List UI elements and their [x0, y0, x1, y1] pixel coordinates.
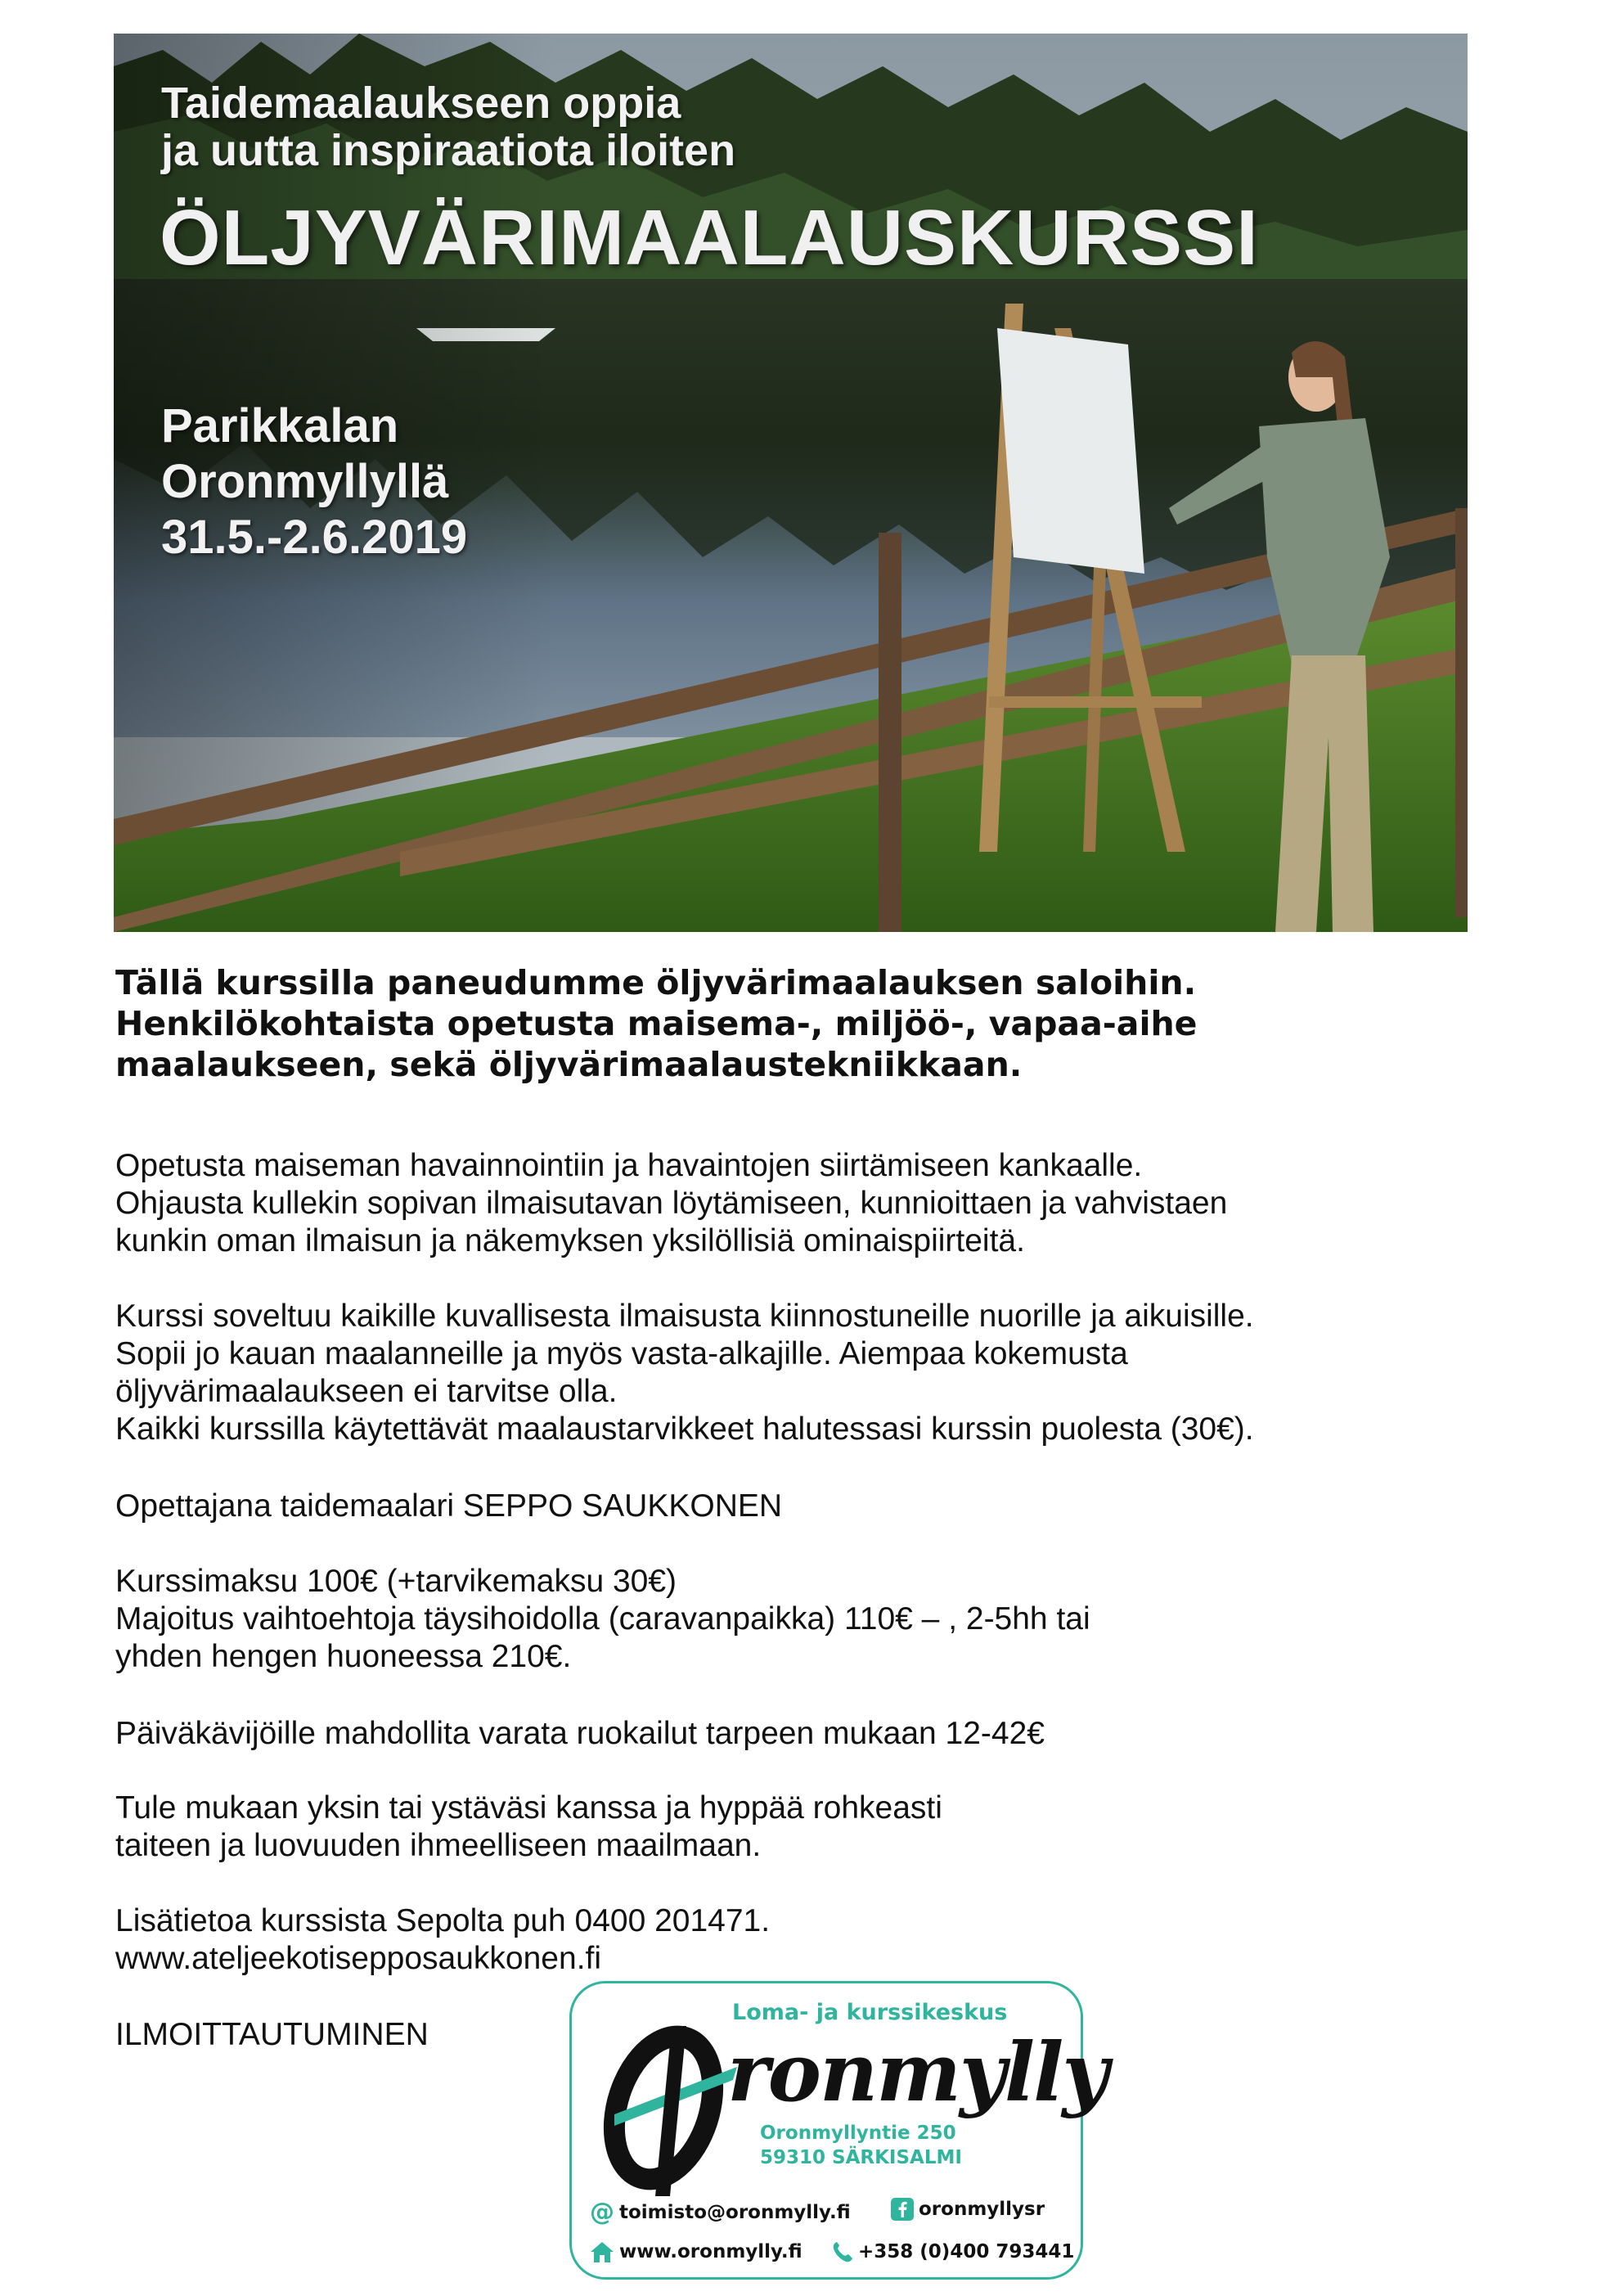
intro-line-1: Tällä kurssilla paneudumme öljyvärimaalauksen saloihin.: [115, 963, 1197, 1002]
facebook-text: oronmyllysr: [919, 2199, 1045, 2220]
email-text: toimisto@oronmylly.fi: [619, 2201, 851, 2223]
paragraph-audience: [115, 1298, 1555, 1448]
text-line: Kaikki kurssilla käytettävät maalaustarvikkeet halutessasi kurssin puolesta (30€).: [115, 1411, 1254, 1447]
paragraph-day-visitors: [115, 1715, 1555, 1753]
hero-tagline: [161, 79, 735, 174]
paragraph-teaching: [115, 1147, 1555, 1260]
text-line: Opetusta maiseman havainnointiin ja havaintojen siirtämiseen kankaalle.: [115, 1148, 1143, 1183]
logo-phone[interactable]: [832, 2240, 1074, 2263]
course-location-date: [161, 398, 467, 565]
logo-brand-name: ronmylly: [727, 2026, 1108, 2120]
phone-icon: [832, 2240, 853, 2263]
text-line: Opettajana taidemaalari SEPPO SAUKKONEN: [115, 1488, 783, 1524]
location-line-1: Parikkalan: [161, 399, 399, 452]
paragraph-contact: [115, 1902, 1555, 1978]
website-link[interactable]: www.ateljeekotisepposaukkonen.fi: [115, 1941, 602, 1976]
paragraph-invitation: [115, 1790, 1555, 1865]
text-line: kunkin oman ilmaisun ja näkemyksen yksilöllisiä ominaispiirteitä.: [115, 1223, 1025, 1258]
logo-website[interactable]: [590, 2240, 803, 2263]
text-line: ILMOITTAUTUMINEN: [115, 2017, 429, 2052]
text-line: Kurssi soveltuu kaikille kuvallisesta ilmaisusta kiinnostuneille nuorille ja aikuisille.: [115, 1299, 1254, 1334]
hero-tagline-line-2: ja uutta inspiraatiota iloiten: [161, 126, 736, 175]
logo-subtitle: Loma- ja kurssikeskus: [732, 2000, 1008, 2025]
website-text: www.oronmylly.fi: [619, 2241, 803, 2262]
text-line: yhden hengen huoneessa 210€.: [115, 1639, 572, 1674]
oronmylly-o-mark-icon: [582, 2010, 745, 2198]
course-dates: 31.5.-2.6.2019: [161, 511, 468, 564]
at-icon: @: [590, 2198, 614, 2226]
oronmylly-logo: [569, 1981, 1108, 2280]
hero-tagline-line-1: Taidemaalaukseen oppia: [161, 79, 681, 128]
intro-line-2: Henkilökohtaista opetusta maisema-, miljöö-, vapaa-aihe: [115, 1004, 1198, 1043]
logo-address-postal: 59310 SÄRKISALMI: [760, 2147, 962, 2168]
text-line: Kurssimaksu 100€ (+tarvikemaksu 30€): [115, 1564, 677, 1599]
text-line: taiteen ja luovuuden ihmeelliseen maailmaan.: [115, 1828, 762, 1863]
logo-email[interactable]: [590, 2198, 851, 2226]
phone-text: +358 (0)400 793441: [858, 2241, 1075, 2262]
course-title: ÖLJYVÄRIMAALAUSKURSSI: [160, 194, 1259, 281]
text-line: Päiväkävijöille mahdollita varata ruokailut tarpeen mukaan 12-42€: [115, 1716, 1045, 1751]
intro-line-3: maalaukseen, sekä öljyvärimaalaustekniikkaan.: [115, 1045, 1023, 1084]
intro-text: [115, 962, 1506, 1085]
paragraph-pricing: [115, 1563, 1555, 1676]
text-line: Majoitus vaihtoehtoja täysihoidolla (caravanpaikka) 110€ – , 2-5hh tai: [115, 1601, 1090, 1636]
text-line: Ohjausta kullekin sopivan ilmaisutavan löytämiseen, kunnioittaen ja vahvistaen: [115, 1186, 1228, 1221]
hero-photo: [114, 34, 1468, 932]
location-line-2: Oronmyllyllä: [161, 455, 449, 508]
facebook-icon: [891, 2198, 914, 2221]
paragraph-teacher: [115, 1488, 1555, 1525]
text-line: Tule mukaan yksin tai ystäväsi kanssa ja hyppää rohkeasti: [115, 1790, 942, 1826]
text-line: Lisätietoa kurssista Sepolta puh 0400 201471.: [115, 1903, 771, 1938]
logo-address-street: Oronmyllyntie 250: [760, 2123, 956, 2144]
logo-facebook[interactable]: [891, 2198, 1045, 2221]
text-line: öljyvärimaalaukseen ei tarvitse olla.: [115, 1374, 618, 1409]
home-icon: [590, 2240, 614, 2263]
text-line: Sopii jo kauan maalanneille ja myös vasta-alkajille. Aiempaa kokemusta: [115, 1336, 1128, 1371]
